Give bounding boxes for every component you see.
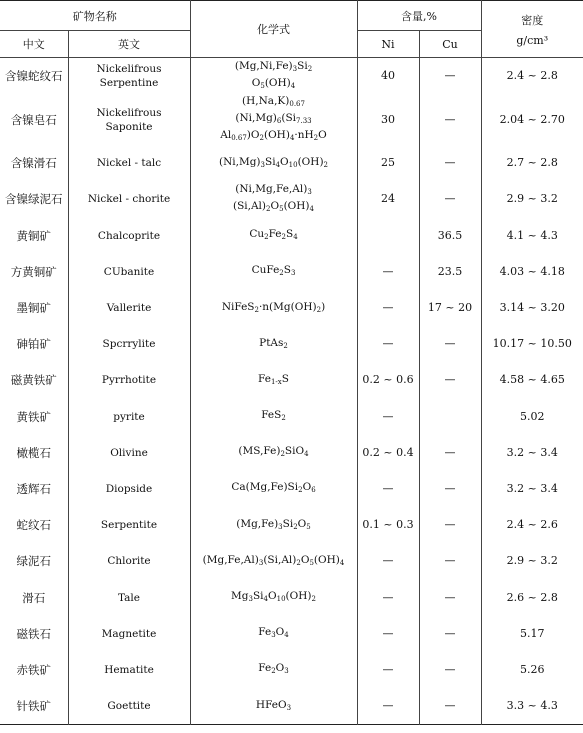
ni-content-cell: —: [357, 616, 419, 652]
english-name-cell: Tale: [68, 579, 190, 615]
english-name-cell: pyrite: [68, 399, 190, 435]
table-row: [0, 94, 583, 145]
cu-content-cell: —: [419, 58, 481, 95]
density-cell: 3.2 ~ 3.4: [506, 445, 558, 459]
ni-content-cell: —: [357, 254, 419, 290]
formula-cell: $(H,Na,K)_{0.67}$ $(Ni,Mg)_6(Si_{7.33}$ $Al_{0.67})O_2(OH)_4\cdot nH_2O$: [190, 94, 357, 145]
ni-content-cell: —: [357, 326, 419, 362]
table-row: [0, 181, 583, 217]
cu-content-cell: —: [419, 362, 481, 398]
english-name-cell: Nickel - talc: [68, 145, 190, 181]
table-row: [0, 652, 583, 688]
density-unit: g/cm³: [516, 33, 549, 47]
density-cell: 2.4 ~ 2.6: [506, 518, 558, 532]
english-name-cell: Serpentite: [68, 507, 190, 543]
chinese-name-cell: 透辉石: [0, 471, 68, 507]
density-cell: 5.02: [520, 409, 545, 423]
formula-cell: $(MS,Fe)_2SiO_4$: [190, 435, 357, 471]
english-name-cell: Olivine: [68, 435, 190, 471]
ni-content-cell: —: [357, 688, 419, 725]
formula-cell: $Fe_2O_3$: [190, 652, 357, 688]
density-cell: 3.3 ~ 4.3: [506, 699, 558, 713]
table-row: [0, 688, 583, 725]
table-row: [0, 362, 583, 398]
chinese-name-cell: 墨铜矿: [0, 290, 68, 326]
cu-content-cell: —: [419, 94, 481, 145]
cu-content-cell: —: [419, 616, 481, 652]
density-cell: 2.6 ~ 2.8: [506, 590, 558, 604]
chinese-header: 中文: [0, 31, 68, 58]
density-cell: 4.1 ~ 4.3: [506, 228, 558, 242]
chinese-name-cell: 针铁矿: [0, 688, 68, 725]
ni-header: Ni: [357, 31, 419, 58]
ni-content-cell: 0.2 ~ 0.6: [357, 362, 419, 398]
ni-content-cell: —: [357, 579, 419, 615]
cu-content-cell: —: [419, 181, 481, 217]
density-cell: 2.4 ~ 2.8: [506, 69, 558, 83]
table-row: [0, 218, 583, 254]
cu-content-cell: —: [419, 688, 481, 725]
table-row: [0, 326, 583, 362]
english-header: 英文: [68, 31, 190, 58]
ni-content-cell: 40: [357, 58, 419, 95]
english-name-cell: Goettite: [68, 688, 190, 725]
table-row: [0, 579, 583, 615]
ni-content-cell: 0.2 ~ 0.4: [357, 435, 419, 471]
mineral-name-header: 矿物名称: [0, 1, 190, 31]
chinese-name-cell: 蛇纹石: [0, 507, 68, 543]
cu-content-cell: —: [419, 326, 481, 362]
chinese-name-cell: 含镍滑石: [0, 145, 68, 181]
density-header: [481, 1, 583, 58]
chinese-name-cell: 磁黄铁矿: [0, 362, 68, 398]
chinese-name-cell: 含镍绿泥石: [0, 181, 68, 217]
formula-cell: FeS$_2$: [190, 399, 357, 435]
ni-content-cell: 30: [357, 94, 419, 145]
table-row: [0, 58, 583, 95]
cu-content-cell: —: [419, 435, 481, 471]
english-name-cell: Nickelifrous Saponite: [68, 94, 190, 145]
ni-content-cell: —: [357, 290, 419, 326]
formula-cell: $Fe_3O_4$: [190, 616, 357, 652]
table-row: [0, 507, 583, 543]
ni-content-cell: —: [357, 399, 419, 435]
ni-content-cell: 24: [357, 181, 419, 217]
content-header: 含量,%: [357, 1, 481, 31]
english-name-cell: Spcrrylite: [68, 326, 190, 362]
chinese-name-cell: 滑石: [0, 579, 68, 615]
english-name-cell: Diopside: [68, 471, 190, 507]
ni-content-cell: [357, 218, 419, 254]
english-name-cell: Nickel - chorite: [68, 181, 190, 217]
density-cell: 3.14 ~ 3.20: [499, 301, 565, 315]
ni-content-cell: —: [357, 543, 419, 579]
chinese-name-cell: 磁铁石: [0, 616, 68, 652]
formula-cell: $Ca(Mg,Fe)Si_2O_6$: [190, 471, 357, 507]
cu-content-cell: 17 ~ 20: [419, 290, 481, 326]
table-row: [0, 399, 583, 435]
english-name-cell: Magnetite: [68, 616, 190, 652]
ni-content-cell: —: [357, 652, 419, 688]
table-row: [0, 145, 583, 181]
formula-cell: PtAs$_2$: [190, 326, 357, 362]
chinese-name-cell: 含镍皂石: [0, 94, 68, 145]
density-cell: 2.9 ~ 3.2: [506, 554, 558, 568]
table-row: [0, 290, 583, 326]
table-body: [0, 58, 583, 725]
chinese-name-cell: 方黄铜矿: [0, 254, 68, 290]
chinese-name-cell: 橄榄石: [0, 435, 68, 471]
english-name-cell: Vallerite: [68, 290, 190, 326]
english-name-cell: Hematite: [68, 652, 190, 688]
cu-content-cell: 23.5: [419, 254, 481, 290]
density-cell: 4.03 ~ 4.18: [499, 264, 565, 278]
cu-content-cell: [419, 399, 481, 435]
table-row: [0, 254, 583, 290]
formula-cell: $Fe_{1-x}S$: [190, 362, 357, 398]
density-cell: 2.04 ~ 2.70: [499, 112, 565, 126]
ni-content-cell: —: [357, 471, 419, 507]
english-name-cell: Pyrrhotite: [68, 362, 190, 398]
cu-header: Cu: [419, 31, 481, 58]
english-name-cell: Chlorite: [68, 543, 190, 579]
chinese-name-cell: 砷铂矿: [0, 326, 68, 362]
formula-cell: $Cu_2Fe_2S_4$: [190, 218, 357, 254]
density-cell: 5.17: [520, 626, 545, 640]
density-cell: 2.9 ~ 3.2: [506, 192, 558, 206]
ni-content-cell: 25: [357, 145, 419, 181]
formula-cell: $(Mg,Fe)_3Si_2O_5$: [190, 507, 357, 543]
table-row: [0, 543, 583, 579]
formula-cell: $NiFeS_2\cdot n(Mg(OH)_2)$: [190, 290, 357, 326]
cu-content-cell: —: [419, 652, 481, 688]
cu-content-cell: —: [419, 507, 481, 543]
chinese-name-cell: 含镍蛇纹石: [0, 58, 68, 95]
english-name-cell: CUbanite: [68, 254, 190, 290]
table-row: [0, 471, 583, 507]
density-cell: 3.2 ~ 3.4: [506, 481, 558, 495]
table-row: [0, 435, 583, 471]
english-name-cell: Nickelifrous Serpentine: [68, 58, 190, 95]
density-label: 密度: [521, 13, 544, 27]
chinese-name-cell: 黄铜矿: [0, 218, 68, 254]
formula-cell: $(Mg,Fe,Al)_3(Si,Al)_2O_5(OH)_4$: [190, 543, 357, 579]
cu-content-cell: —: [419, 543, 481, 579]
formula-header: 化学式: [190, 1, 357, 58]
chinese-name-cell: 绿泥石: [0, 543, 68, 579]
formula-cell: $CuFe_2S_3$: [190, 254, 357, 290]
ni-content-cell: 0.1 ~ 0.3: [357, 507, 419, 543]
density-cell: 10.17 ~ 10.50: [492, 337, 572, 351]
english-name-cell: Chalcoprite: [68, 218, 190, 254]
cu-content-cell: 36.5: [419, 218, 481, 254]
density-cell: 5.26: [520, 662, 545, 676]
density-cell: 2.7 ~ 2.8: [506, 156, 558, 170]
cu-content-cell: —: [419, 579, 481, 615]
cu-content-cell: —: [419, 471, 481, 507]
formula-cell: $(Ni,Mg,Fe,Al)_3$ $(Si,Al)_2O_5(OH)_4$: [190, 181, 357, 217]
chinese-name-cell: 黄铁矿: [0, 399, 68, 435]
formula-cell: $(Mg,Ni,Fe)_3Si_2$ $O_5(OH)_4$: [190, 58, 357, 95]
formula-cell: $Mg_3Si_4O_{10}(OH)_2$: [190, 579, 357, 615]
cu-content-cell: —: [419, 145, 481, 181]
formula-cell: $(Ni,Mg)_3Si_4O_{10}(OH)_2$: [190, 145, 357, 181]
table-row: [0, 616, 583, 652]
density-cell: 4.58 ~ 4.65: [499, 373, 565, 387]
chinese-name-cell: 赤铁矿: [0, 652, 68, 688]
formula-cell: HFeO$_3$: [190, 688, 357, 725]
